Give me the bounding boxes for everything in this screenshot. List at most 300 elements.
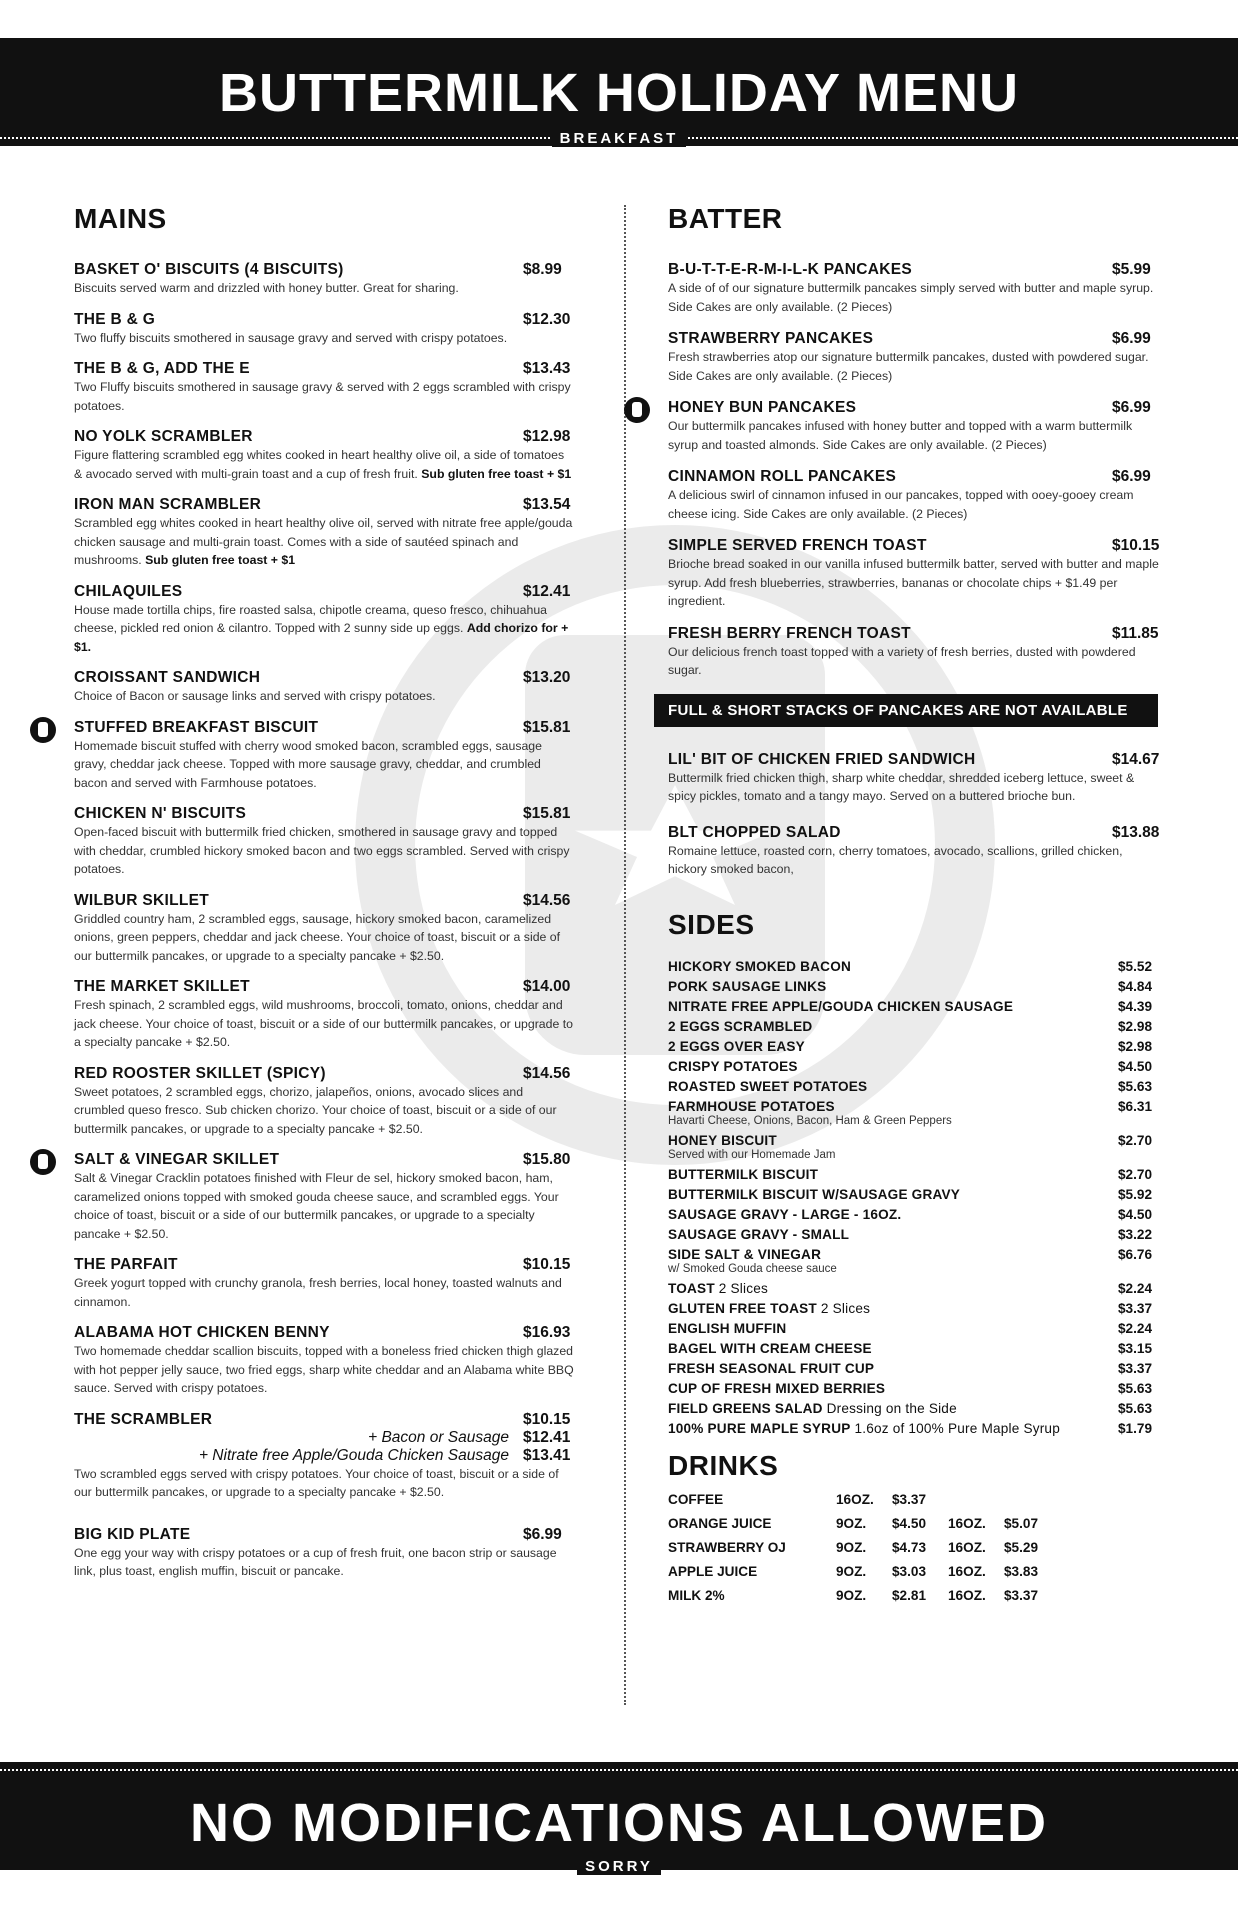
menu-item — [668, 261, 1168, 316]
item-description-text: Our delicious french toast topped with a variety of fresh berries, dusted with powdered sugar. — [668, 644, 1136, 677]
item-description-text: Salt & Vinegar Cracklin potatoes finished with Fleur de sel, hickory smoked bacon, ham, caramelized onions topped with smoked gouda cheese sauce, and scrambled eggs. Your choice of toast, biscuit or a side of our buttermilk pancakes, or upgrade to a specialty pancake + $2.50. — [74, 1171, 559, 1241]
side-price: $4.50 — [1118, 1206, 1153, 1222]
featured-badge-icon — [30, 1149, 56, 1175]
item-head — [74, 583, 579, 601]
footer-dotted-rule — [0, 1769, 1238, 1771]
side-name-text: 2 EGGS OVER EASY — [668, 1038, 805, 1054]
item-head — [668, 261, 1168, 279]
side-name — [668, 1099, 835, 1114]
drink-price-large: $5.07 — [1004, 1515, 1039, 1531]
batter-column — [668, 203, 1168, 1612]
side-price: $2.70 — [1118, 1166, 1153, 1182]
side-price: $5.63 — [1118, 1078, 1153, 1094]
side-row — [668, 1301, 1168, 1316]
item-description-text: Greek yogurt topped with crunchy granola, fresh berries, local honey, toasted walnuts and cinnamon. — [74, 1276, 562, 1309]
addon-row — [74, 1447, 579, 1465]
item-description — [668, 486, 1168, 523]
side-name — [668, 1281, 768, 1296]
item-description: Two scrambled eggs served with crispy potatoes. Your choice of toast, biscuit or a side of our buttermilk pancakes, or upgrade to a specialty pancake + $2.50. — [74, 1466, 559, 1499]
side-price: $5.63 — [1118, 1380, 1153, 1396]
side-name — [668, 1301, 870, 1316]
item-name: BLT CHOPPED SALAD — [668, 823, 841, 841]
drink-name: MILK 2% — [668, 1587, 725, 1603]
item-description — [74, 514, 579, 570]
item-head — [74, 1324, 579, 1342]
item-description: One egg your way with crispy potatoes or a cup of fresh fruit, one bacon strip or sausage link, plus toast, english muffin, biscuit or pancake. — [74, 1545, 557, 1578]
footer-subtitle — [0, 1858, 1238, 1876]
side-name — [668, 1321, 786, 1336]
item-price: $11.85 — [1112, 624, 1159, 642]
item-description — [668, 842, 1168, 879]
pancake-stack-notice: FULL & SHORT STACKS OF PANCAKES ARE NOT AVAILABLE — [654, 694, 1158, 727]
mains-list — [74, 261, 579, 1398]
item-description — [74, 601, 579, 657]
menu-item — [74, 311, 579, 348]
item-name: BASKET O' BISCUITS (4 BISCUITS) — [74, 261, 344, 278]
menu-item — [74, 428, 579, 483]
side-item — [668, 1301, 1168, 1316]
drink-size-large: 16OZ. — [948, 1587, 986, 1603]
item-price: $8.99 — [523, 261, 562, 278]
side-price: $2.24 — [1118, 1280, 1153, 1296]
side-row — [668, 1133, 1168, 1148]
drinks-heading: DRINKS — [668, 1449, 779, 1481]
item-description — [74, 1083, 579, 1139]
item-description-text: Our buttermilk pancakes infused with honey butter and topped with a warm buttermilk syrup and toasted almonds. Side Cakes are only available. (2 Pieces) — [668, 419, 1133, 452]
item-name: RED ROOSTER SKILLET (SPICY) — [74, 1064, 326, 1082]
drink-row — [668, 1564, 1168, 1579]
side-name — [668, 959, 851, 974]
drink-size-small: 9OZ. — [836, 1539, 867, 1555]
item-description — [74, 329, 579, 348]
item-name: BIG KID PLATE — [74, 1525, 191, 1543]
side-item — [668, 1079, 1168, 1094]
item-price: $15.80 — [523, 1151, 571, 1168]
item-head — [74, 261, 579, 279]
side-price: $4.39 — [1118, 998, 1153, 1014]
item-name: NO YOLK SCRAMBLER — [74, 428, 253, 445]
menu-item — [74, 805, 579, 879]
item-description — [668, 643, 1168, 680]
menu-item-scrambler — [74, 1411, 579, 1502]
sides-heading: SIDES — [668, 908, 755, 940]
menu-item — [74, 496, 579, 570]
drink-row — [668, 1540, 1168, 1555]
sides-list — [668, 959, 1168, 1436]
side-price: $1.79 — [1118, 1420, 1153, 1436]
drink-size-small: 9OZ. — [836, 1515, 867, 1531]
menu-item — [74, 1324, 579, 1398]
addon-price: $13.41 — [523, 1446, 571, 1464]
side-name-text: 2 EGGS SCRAMBLED — [668, 1018, 813, 1034]
side-price: $6.76 — [1118, 1246, 1153, 1262]
item-price: $12.41 — [523, 582, 571, 600]
item-price: $6.99 — [1112, 468, 1151, 485]
item-price: $13.43 — [523, 360, 571, 377]
batter-extra-list — [668, 751, 1168, 879]
mains-heading: MAINS — [74, 203, 167, 234]
side-row — [668, 1421, 1168, 1436]
side-name-note: 1.6oz of 100% Pure Maple Syrup — [850, 1420, 1060, 1436]
item-description — [74, 378, 579, 415]
column-divider — [624, 205, 626, 1705]
item-description — [74, 687, 579, 706]
side-item — [668, 1019, 1168, 1034]
side-price: $3.37 — [1118, 1300, 1153, 1316]
item-description — [74, 279, 579, 298]
side-name-text: HONEY BISCUIT — [668, 1132, 777, 1148]
side-name — [668, 1207, 901, 1222]
side-name — [668, 1039, 805, 1054]
item-description-text: Sweet potatoes, 2 scrambled eggs, chorizo, jalapeños, onions, avocado slices and crumbled queso fresco. Sub chicken chorizo. Your choice of toast, biscuit or a side of our buttermilk pancakes, or upgrade to a specialty pancake + $2.50. — [74, 1084, 557, 1136]
drink-size-large: 16OZ. — [948, 1515, 986, 1531]
side-price: $3.22 — [1118, 1226, 1153, 1242]
item-name: THE MARKET SKILLET — [74, 978, 250, 995]
menu-item — [668, 330, 1168, 385]
menu-item — [74, 360, 579, 415]
side-name — [668, 979, 826, 994]
side-row — [668, 959, 1168, 974]
drink-price-large: $3.83 — [1004, 1563, 1039, 1579]
side-name-text: FARMHOUSE POTATOES — [668, 1098, 835, 1114]
item-name: FRESH BERRY FRENCH TOAST — [668, 624, 911, 642]
item-description-text: Two Fluffy biscuits smothered in sausage gravy & served with 2 eggs scrambled with crispy potatoes. — [74, 380, 571, 413]
footer-title: NO MODIFICATIONS ALLOWED — [190, 1793, 1048, 1853]
addon-label: + Nitrate free Apple/Gouda Chicken Sausage — [198, 1446, 509, 1464]
side-name-text: TOAST — [668, 1280, 715, 1296]
drink-price-large: $3.37 — [1004, 1587, 1039, 1603]
drinks-list — [668, 1492, 1168, 1603]
side-name — [668, 999, 1013, 1014]
item-price: $6.99 — [523, 1525, 562, 1543]
item-description — [74, 446, 579, 483]
side-name-text: BAGEL WITH CREAM CHEESE — [668, 1340, 872, 1356]
side-row — [668, 1401, 1168, 1416]
side-item — [668, 999, 1168, 1014]
drink-price-small: $4.50 — [892, 1515, 927, 1531]
item-description-text: Figure flattering scrambled egg whites cooked in heart healthy olive oil, a side of tomatoes & avocado served with multi-grain toast and a cup of fresh fruit. — [74, 448, 565, 481]
side-subtext: Served with our Homemade Jam — [668, 1148, 836, 1161]
side-item — [668, 1039, 1168, 1054]
item-name: SIMPLE SERVED FRENCH TOAST — [668, 537, 927, 554]
side-row — [668, 1361, 1168, 1376]
item-name: THE B & G — [74, 310, 156, 328]
side-item — [668, 1341, 1168, 1356]
item-description — [74, 823, 579, 879]
side-subtext: Havarti Cheese, Onions, Bacon, Ham & Green Peppers — [668, 1114, 952, 1127]
item-head — [668, 625, 1168, 643]
item-head — [74, 719, 579, 737]
side-row — [668, 1321, 1168, 1336]
menu-item — [668, 537, 1168, 611]
item-head — [668, 824, 1168, 842]
side-name-text: NITRATE FREE APPLE/GOUDA CHICKEN SAUSAGE — [668, 998, 1014, 1014]
featured-badge-icon — [30, 717, 56, 743]
drink-name: APPLE JUICE — [668, 1563, 758, 1579]
item-head — [74, 978, 579, 996]
menu-item — [668, 751, 1168, 806]
item-price: $13.88 — [1112, 823, 1160, 841]
side-price: $3.15 — [1118, 1340, 1153, 1356]
menu-item — [668, 625, 1168, 680]
side-item — [668, 959, 1168, 974]
item-description-text: Two fluffy biscuits smothered in sausage gravy and served with crispy potatoes. — [74, 330, 508, 345]
item-price: $13.54 — [523, 496, 571, 513]
item-description — [668, 279, 1168, 316]
item-description-text: House made tortilla chips, fire roasted salsa, chipotle creama, queso fresco, chihuahua cheese, pickled red onion & cilantro. Topped with 2 sunny side up eggs. — [74, 602, 547, 635]
side-name-text: ENGLISH MUFFIN — [668, 1320, 787, 1336]
side-price: $2.24 — [1118, 1320, 1153, 1336]
menu-item — [74, 1065, 579, 1139]
item-price: $10.15 — [1112, 537, 1160, 554]
side-item — [668, 1227, 1168, 1242]
item-head — [74, 669, 579, 687]
side-name-text: CRISPY POTATOES — [668, 1058, 798, 1074]
side-price: $2.98 — [1118, 1038, 1153, 1054]
side-name-text: BUTTERMILK BISCUIT — [668, 1166, 819, 1182]
drink-price-large: $5.29 — [1004, 1539, 1039, 1555]
item-head — [668, 751, 1168, 769]
side-name-text: PORK SAUSAGE LINKS — [668, 978, 827, 994]
item-price: $5.99 — [1112, 261, 1151, 278]
side-row — [668, 1079, 1168, 1094]
side-row — [668, 999, 1168, 1014]
item-price: $16.93 — [523, 1324, 571, 1341]
drink-price-small: $2.81 — [892, 1587, 927, 1603]
item-price: $13.20 — [523, 669, 571, 686]
side-item — [668, 1167, 1168, 1182]
item-price: $14.56 — [523, 1064, 571, 1082]
side-name — [668, 1019, 812, 1034]
item-price: $14.56 — [523, 891, 571, 909]
menu-item — [74, 669, 579, 706]
item-name: ALABAMA HOT CHICKEN BENNY — [74, 1324, 330, 1341]
side-name-note: 2 Slices — [816, 1300, 871, 1316]
side-price: $4.50 — [1118, 1058, 1153, 1074]
side-row — [668, 1281, 1168, 1296]
side-row — [668, 1381, 1168, 1396]
item-name: B-U-T-T-E-R-M-I-L-K PANCAKES — [668, 261, 913, 278]
side-name — [668, 1133, 777, 1148]
item-description — [74, 996, 579, 1052]
footer-subtitle-text: SORRY — [577, 1858, 661, 1875]
side-name-text: FIELD GREENS SALAD — [668, 1400, 823, 1416]
side-name-text: ROASTED SWEET POTATOES — [668, 1078, 868, 1094]
drink-size-large: 16OZ. — [948, 1539, 986, 1555]
item-head — [74, 496, 579, 514]
side-row — [668, 1227, 1168, 1242]
item-head — [74, 892, 579, 910]
item-head — [668, 468, 1168, 486]
item-description-text: Open-faced biscuit with buttermilk fried chicken, smothered in sausage gravy and topped with cheddar, crumbled hickory smoked bacon and two eggs scrambled. Served with crispy potatoes. — [74, 825, 570, 876]
side-row — [668, 1187, 1168, 1202]
drink-size-small: 16OZ. — [836, 1491, 874, 1507]
featured-badge-icon — [624, 397, 650, 423]
side-name — [668, 1381, 885, 1396]
item-price: $14.67 — [1112, 750, 1160, 768]
side-name-text: GLUTEN FREE TOAST — [668, 1300, 817, 1316]
side-name-text: SIDE SALT & VINEGAR — [668, 1246, 822, 1262]
item-description — [74, 1274, 579, 1311]
item-description-text: A side of of our signature buttermilk pancakes simply served with butter and maple syrup. Side Cakes are only available. (2 Pieces) — [668, 281, 1154, 314]
item-name: HONEY BUN PANCAKES — [668, 399, 857, 416]
menu-item — [74, 1151, 579, 1243]
side-row — [668, 1039, 1168, 1054]
item-description — [668, 555, 1168, 611]
item-price: $15.81 — [523, 805, 571, 822]
item-name: WILBUR SKILLET — [74, 891, 210, 909]
addon-price: $12.41 — [523, 1428, 571, 1446]
item-head — [74, 428, 579, 446]
mains-column — [74, 203, 579, 1595]
drink-row — [668, 1492, 1168, 1507]
item-name: LIL' BIT OF CHICKEN FRIED SANDWICH — [668, 750, 976, 768]
side-row — [668, 1059, 1168, 1074]
side-row — [668, 979, 1168, 994]
side-name-note: Dressing on the Side — [822, 1400, 957, 1416]
side-item — [668, 1059, 1168, 1074]
side-name-note: 2 Slices — [714, 1280, 769, 1296]
item-price: $12.98 — [523, 428, 571, 445]
drink-price-small: $3.37 — [892, 1491, 927, 1507]
drink-size-large: 16OZ. — [948, 1563, 986, 1579]
side-name — [668, 1361, 874, 1376]
item-name: SALT & VINEGAR SKILLET — [74, 1151, 280, 1168]
item-name: CHICKEN N' BISCUITS — [74, 805, 247, 822]
side-name — [668, 1187, 960, 1202]
side-row — [668, 1247, 1168, 1262]
side-row — [668, 1099, 1168, 1114]
drink-price-small: $3.03 — [892, 1563, 927, 1579]
menu-subtitle-text: BREAKFAST — [552, 130, 687, 147]
item-price: $15.81 — [523, 718, 571, 736]
menu-title: BUTTERMILK HOLIDAY MENU — [218, 63, 1019, 123]
item-name: IRON MAN SCRAMBLER — [74, 496, 262, 513]
menu-item — [74, 978, 579, 1052]
item-description-text: Fresh strawberries atop our signature buttermilk pancakes, dusted with powdered sugar. Side Cakes are only available. (2 Pieces) — [668, 350, 1149, 383]
item-description — [74, 910, 579, 966]
item-description-text: Homemade biscuit stuffed with cherry wood smoked bacon, scrambled eggs, sausage gravy, cheddar jack cheese. Topped with more sausage gravy, cheddar, and crumbled bacon and served with Farmhouse potatoes. — [74, 738, 542, 790]
item-description-text: Scrambled egg whites cooked in heart healthy olive oil, served with nitrate free apple/gouda chicken sausage and multi-grain toast. Comes with a side of sautéed spinach and mushrooms. — [74, 516, 573, 567]
item-head — [74, 1151, 579, 1169]
side-row — [668, 1207, 1168, 1222]
drink-name: COFFEE — [668, 1491, 724, 1507]
side-item — [668, 979, 1168, 994]
menu-item — [74, 583, 579, 657]
side-item — [668, 1381, 1168, 1396]
item-name: CROISSANT SANDWICH — [74, 669, 261, 686]
item-description-text: Choice of Bacon or sausage links and served with crispy potatoes. — [74, 689, 436, 703]
side-item — [668, 1099, 1168, 1128]
side-price: $3.37 — [1118, 1360, 1153, 1376]
item-price: $10.15 — [523, 1256, 571, 1273]
drink-row — [668, 1516, 1168, 1531]
side-price: $5.52 — [1118, 958, 1153, 974]
item-description — [74, 1342, 579, 1398]
menu-item — [668, 399, 1168, 454]
side-name — [668, 1079, 867, 1094]
side-price: $6.31 — [1118, 1098, 1153, 1114]
item-description-text: Two homemade cheddar scallion biscuits, topped with a boneless fried chicken thigh glazed with hot pepper jelly sauce, two fried eggs, sharp white cheddar and an Alabama white BBQ sauce. Served with crispy potatoes. — [74, 1344, 574, 1395]
drink-row — [668, 1588, 1168, 1603]
item-price: $6.99 — [1112, 399, 1151, 416]
item-name: THE B & G, ADD THE E — [74, 360, 250, 377]
side-name — [668, 1401, 957, 1416]
side-row — [668, 1019, 1168, 1034]
item-head — [668, 330, 1168, 348]
drink-price-large — [1004, 1492, 1060, 1507]
item-name: CHILAQUILES — [74, 582, 183, 600]
batter-heading: BATTER — [668, 203, 783, 234]
drink-price-small: $4.73 — [892, 1539, 927, 1555]
side-item — [668, 1281, 1168, 1296]
item-description-text: Biscuits served warm and drizzled with honey butter. Great for sharing. — [74, 281, 459, 295]
item-head — [668, 537, 1168, 555]
item-head — [74, 1065, 579, 1083]
item-description — [668, 769, 1168, 806]
side-item — [668, 1321, 1168, 1336]
item-description — [74, 737, 579, 793]
menu-item-big-kid-plate — [74, 1526, 579, 1581]
side-row — [668, 1167, 1168, 1182]
item-price: $12.30 — [523, 310, 571, 328]
item-description-text: Griddled country ham, 2 scrambled eggs, sausage, hickory smoked bacon, caramelized onions, green peppers, cheddar and jack cheese. Your choice of toast, biscuit or a side of our buttermilk pancakes, or upgrade to a specialty pancake + $2.50. — [74, 911, 561, 963]
drink-name: ORANGE JUICE — [668, 1515, 772, 1531]
item-price: $14.00 — [523, 978, 571, 995]
side-price: $4.84 — [1118, 978, 1153, 994]
side-price: $5.63 — [1118, 1400, 1153, 1416]
item-description — [668, 417, 1168, 454]
side-subtext: w/ Smoked Gouda cheese sauce — [668, 1262, 837, 1275]
item-head — [74, 805, 579, 823]
side-name-text: CUP OF FRESH MIXED BERRIES — [668, 1380, 886, 1396]
side-price: $2.98 — [1118, 1018, 1153, 1034]
side-name-text: BUTTERMILK BISCUIT W/SAUSAGE GRAVY — [668, 1186, 961, 1202]
item-description-text: Fresh spinach, 2 scrambled eggs, wild mushrooms, broccoli, tomato, onions, cheddar and jack cheese. Your choice of toast, biscuit or a side of our buttermilk pancakes, or upgrade to a specialty pancake + $2.50. — [74, 998, 573, 1049]
header-band — [0, 38, 1238, 146]
side-name — [668, 1421, 1060, 1436]
side-item — [668, 1187, 1168, 1202]
item-description-note: Add chorizo for + $1. — [74, 621, 569, 654]
addon-label: + Bacon or Sausage — [368, 1428, 509, 1446]
side-name-text: FRESH SEASONAL FRUIT CUP — [668, 1360, 875, 1376]
addon-row — [74, 1429, 579, 1447]
item-head — [74, 360, 579, 378]
side-name-text: 100% PURE MAPLE SYRUP — [668, 1420, 851, 1436]
menu-item — [668, 824, 1168, 879]
menu-item — [74, 261, 579, 298]
item-description — [74, 1169, 579, 1243]
drink-size-small: 9OZ. — [836, 1563, 867, 1579]
side-name-text: SAUSAGE GRAVY - SMALL — [668, 1226, 850, 1242]
item-name: STUFFED BREAKFAST BISCUIT — [74, 718, 319, 736]
batter-list — [668, 261, 1168, 680]
menu-item — [668, 468, 1168, 523]
side-name — [668, 1341, 872, 1356]
side-item — [668, 1207, 1168, 1222]
item-description-text: Romaine lettuce, roasted corn, cherry tomatoes, avocado, scallions, grilled chicken, hickory smoked bacon, — [668, 843, 1123, 876]
item-head — [668, 399, 1168, 417]
drink-size-small: 9OZ. — [836, 1587, 867, 1603]
footer-band — [0, 1762, 1238, 1875]
drink-name: STRAWBERRY OJ — [668, 1539, 786, 1555]
side-name-text: HICKORY SMOKED BACON — [668, 958, 851, 974]
side-item — [668, 1133, 1168, 1162]
item-price: $10.15 — [523, 1410, 571, 1428]
side-item — [668, 1401, 1168, 1416]
item-head — [74, 1256, 579, 1274]
side-name — [668, 1167, 818, 1182]
